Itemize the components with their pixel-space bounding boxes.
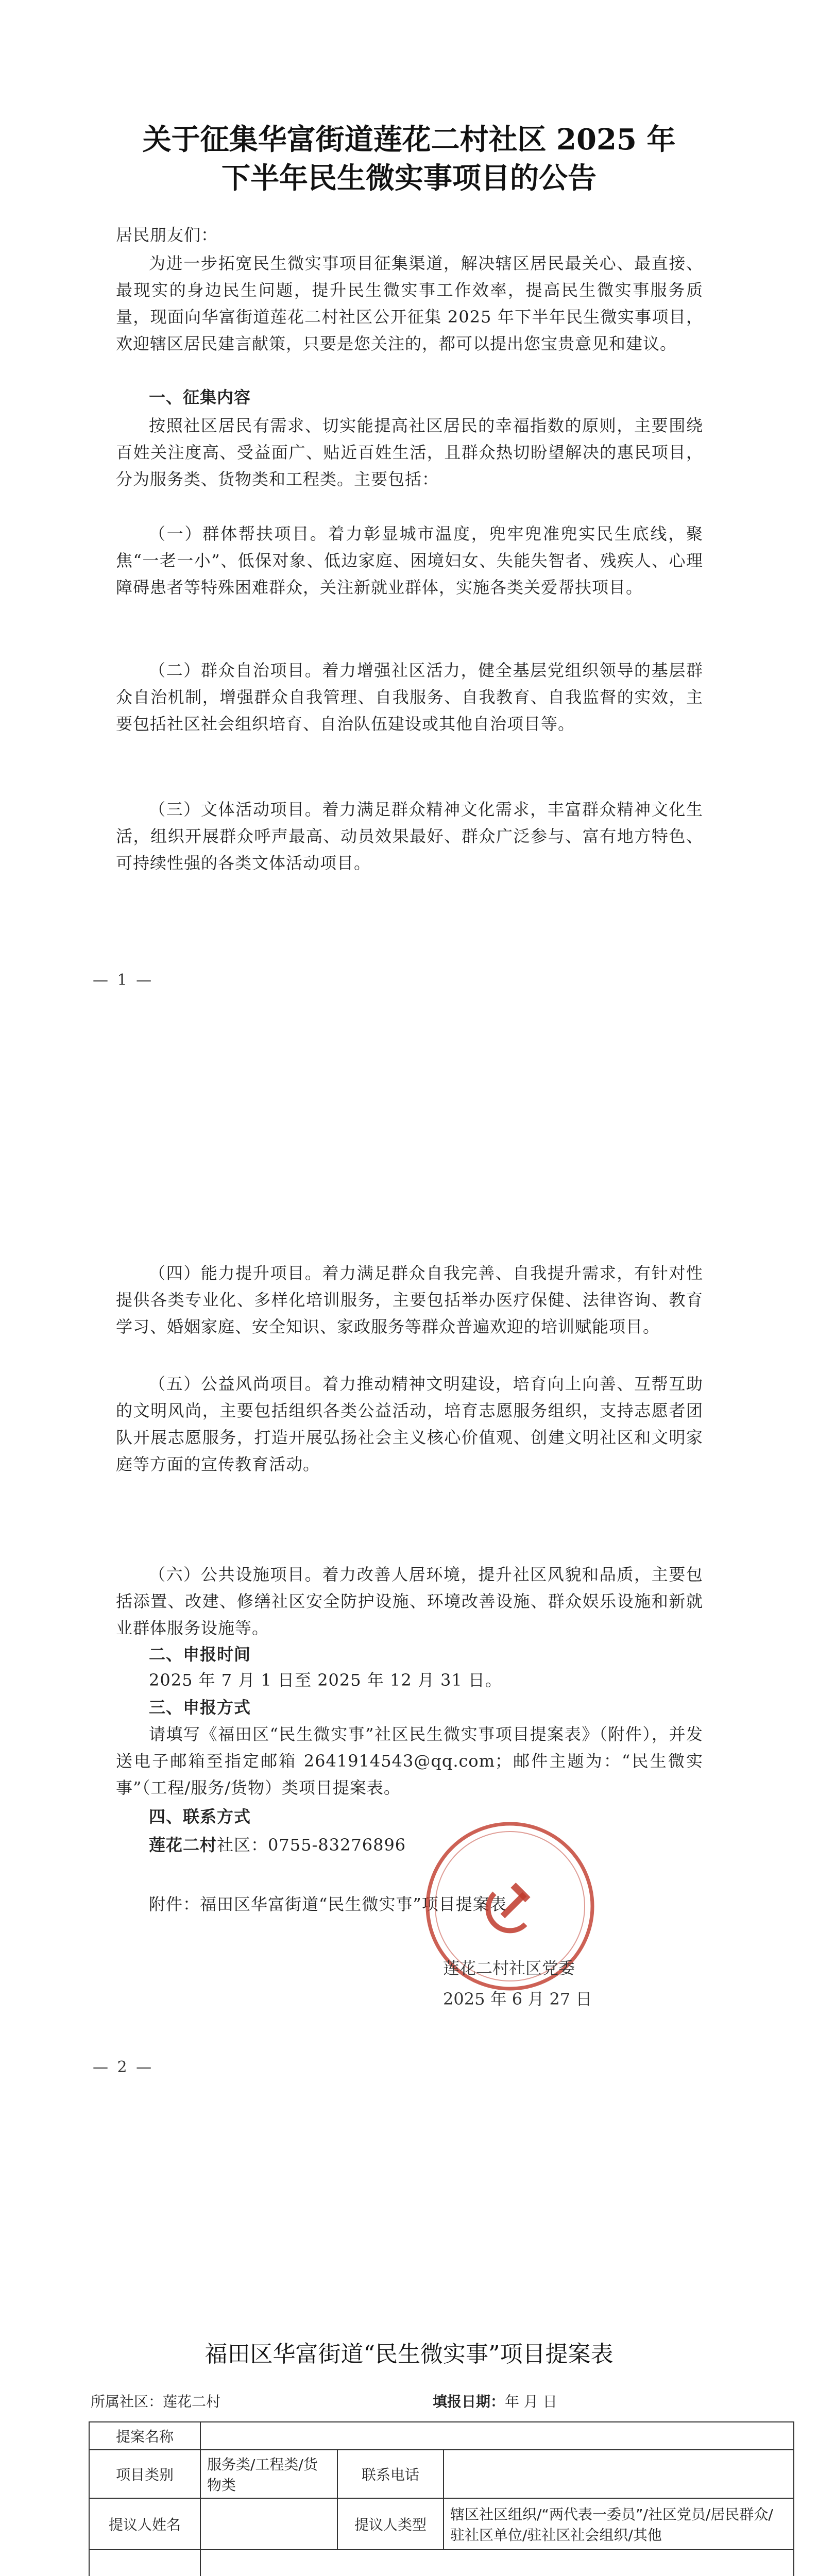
section3-heading: 三、申报方式 xyxy=(149,1698,251,1717)
category-options[interactable]: 服务类/工程类/货物类 xyxy=(200,2450,337,2498)
salutation: 居民朋友们： xyxy=(116,225,218,245)
section3-text: 请填写《福田区“民生微实事”社区民生微实事项目提案表》（附件），并发送电子邮箱至指定邮箱 2641914543@qq.com；邮件主题为：“民生微实事”（工程/服务/货物）类项目提案表。 xyxy=(116,1724,703,1798)
signature-date: 2025 年 6 月 27 日 xyxy=(443,1989,592,2009)
form-community xyxy=(91,2391,220,2411)
label-contact-phone: 联系电话 xyxy=(337,2450,444,2498)
contact-phone-field[interactable] xyxy=(444,2450,794,2498)
notice-title-line2: 下半年民生微实事项目的公告 xyxy=(221,161,597,195)
page-1 xyxy=(0,0,818,1149)
page-number-1: — 1 — xyxy=(93,971,154,989)
section1-heading: 一、征集内容 xyxy=(149,387,251,407)
signature-org: 莲花二村社区党委 xyxy=(443,1958,575,1978)
attachment-line: 附件：福田区华富街道“民生微实事”项目提案表 xyxy=(149,1894,507,1914)
party-emblem-icon xyxy=(488,1883,531,1930)
item-6: （六）公共设施项目。着力改善人居环境，提升社区风貌和品质，主要包括添置、改建、修缮社区安全防护设施、环境改善设施、群众娱乐设施和新就业群体服务设施等。 xyxy=(116,1565,703,1638)
label-proposer-type: 提议人类型 xyxy=(337,2498,444,2550)
contact-line xyxy=(116,1832,703,1858)
intro-paragraph: 为进一步拓宽民生微实事项目征集渠道，解决辖区居民最关心、最直接、最现实的身边民生问题，提升民生微实事工作效率，提高民生微实事服务质量，现面向华富街道莲花二村社区公开征集 2025 年下半年民生微实事项目，欢迎辖区居民建言献策，只要是您关注的，都可以提出您宝贵意见和建议。 xyxy=(116,253,703,353)
notice-title-line1: 关于征集华富街道莲花二村社区 2025 年 xyxy=(142,123,676,157)
section2-text: 2025 年 7 月 1 日至 2025 年 12 月 31 日。 xyxy=(149,1670,502,1690)
section1-intro: 按照社区居民有需求、切实能提高社区居民的幸福指数的原则，主要围绕百姓关注度高、受益面广、贴近百姓生活，且群众热切盼望解决的惠民项目，分为服务类、货物类和工程类。主要包括： xyxy=(116,416,703,489)
form-date xyxy=(433,2391,557,2411)
contact-suffix: 社区： xyxy=(217,1835,268,1855)
page-2 xyxy=(0,1149,818,2272)
label-proposer-name: 提议人姓名 xyxy=(89,2498,200,2550)
contact-name: 莲花二村 xyxy=(149,1835,217,1855)
date-value: 年 月 日 xyxy=(505,2393,557,2410)
item-1: （一）群体帮扶项目。着力彰显城市温度，兜牢兜准兜实民生底线，聚焦“一老一小”、低保对象、低边家庭、困境妇女、失能失智者、残疾人、心理障碍患者等特殊困难群众，关注新就业群体，实施各类关爱帮扶项目。 xyxy=(116,524,703,597)
community-value: 莲花二村 xyxy=(163,2393,221,2410)
item-3: （三）文体活动项目。着力满足群众精神文化需求，丰富群众精神文化生活，组织开展群众呼声最高、动员效果最好、群众广泛参与、富有地方特色、可持续性强的各类文体活动项目。 xyxy=(116,800,703,873)
section2-heading: 二、申报时间 xyxy=(149,1645,251,1664)
community-label: 所属社区： xyxy=(91,2393,163,2410)
label-proposal-name: 提案名称 xyxy=(89,2422,200,2450)
label-project-category: 项目类别 xyxy=(89,2450,200,2498)
item-5: （五）公益风尚项目。着力推动精神文明建设，培育向上向善、互帮互助的文明风尚，主要包括组织各类公益活动，培育志愿服务组织，支持志愿者团队开展志愿服务，打造开展弘扬社会主义核心价值观、创建文明社区和文明家庭等方面的宣传教育活动。 xyxy=(116,1374,703,1474)
section4-heading: 四、联系方式 xyxy=(149,1807,251,1826)
item-4: （四）能力提升项目。着力满足群众自我完善、自我提升需求，有针对性提供各类专业化、多样化培训服务，主要包括举办医疗保健、法律咨询、教育学习、婚姻家庭、安全知识、家政服务等群众普遍欢迎的培训赋能项目。 xyxy=(116,1263,703,1336)
proposal-name-field[interactable] xyxy=(200,2422,794,2450)
form-title: 福田区华富街道“民生微实事”项目提案表 xyxy=(204,2341,614,2367)
page-number-2: — 2 — xyxy=(93,2058,154,2076)
label-project-content xyxy=(89,2550,200,2576)
project-content-field[interactable] xyxy=(200,2550,794,2576)
proposer-name-field[interactable] xyxy=(200,2498,337,2550)
date-label: 填报日期： xyxy=(433,2393,505,2410)
proposal-form-table xyxy=(89,2421,794,2576)
contact-phone: 0755-83276896 xyxy=(268,1835,406,1855)
proposer-type-options[interactable]: 辖区社区组织/“两代表一委员”/社区党员/居民群众/驻社区单位/驻社区社会组织/其他 xyxy=(444,2498,794,2550)
item-2: （二）群众自治项目。着力增强社区活力，健全基层党组织领导的基层群众自治机制，增强群众自我管理、自我服务、自我教育、自我监督的实效，主要包括社区社会组织培育、自治队伍建设或其他自治项目等。 xyxy=(116,660,703,734)
